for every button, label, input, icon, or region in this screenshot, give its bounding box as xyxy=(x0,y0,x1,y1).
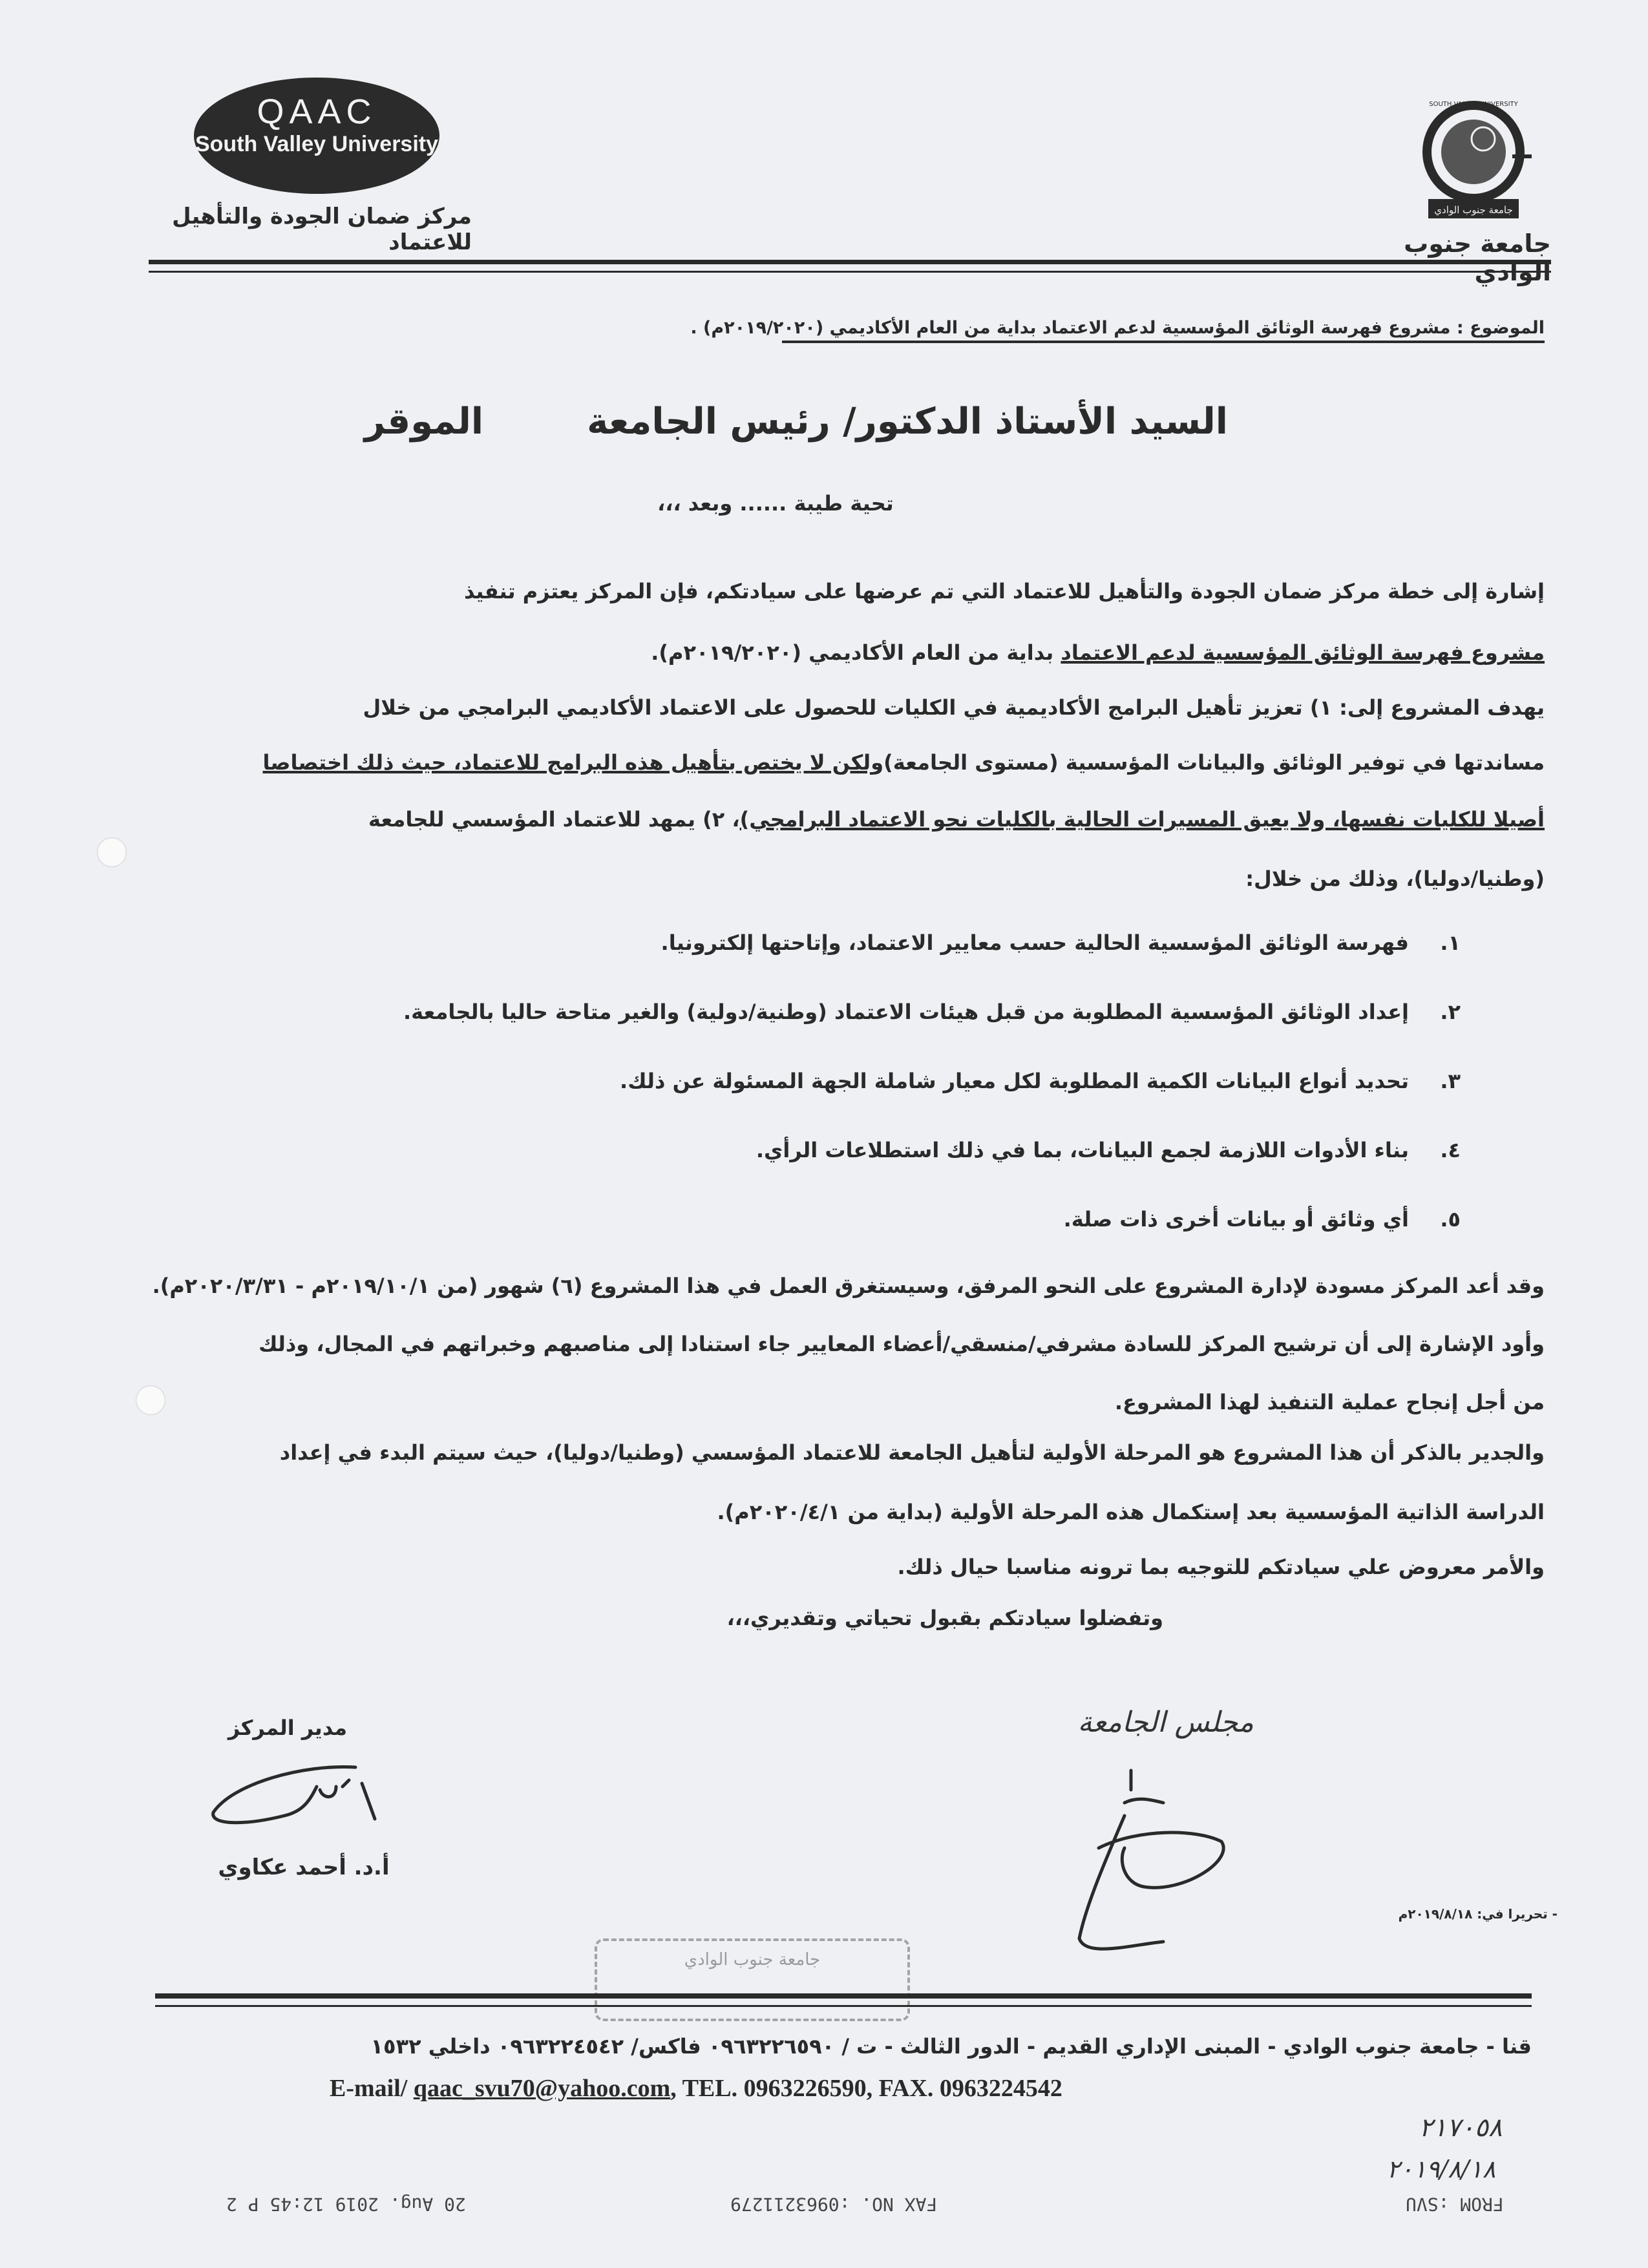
list-text: بناء الأدوات اللازمة لجمع البيانات، بما في ذلك استطلاعات الرأي. xyxy=(755,1138,1409,1162)
list-item xyxy=(323,930,1461,1000)
email-link[interactable]: qaac_svu70@yahoo.com xyxy=(413,2075,671,2102)
list-num: ٣. xyxy=(1440,1069,1461,1093)
greeting: تحية طيبة ...... وبعد ،،، xyxy=(657,491,894,516)
stamp-text: جامعة جنوب الوادي xyxy=(684,1950,821,1969)
footer-divider xyxy=(155,1993,1532,2007)
subject-line: الموضوع : مشروع فهرسة الوثائق المؤسسية لدعم الاعتماد بداية من العام الأكاديمي (٢٠١٩/٢٠٢٠م) . xyxy=(782,318,1545,343)
project-name: مشروع فهرسة الوثائق المؤسسية لدعم الاعتماد xyxy=(1061,640,1545,665)
handwritten-note: مجلس الجامعة xyxy=(1077,1706,1254,1739)
list-item xyxy=(323,1069,1461,1138)
paragraph-6: والأمر معروض علي سيادتكم للتوجيه بما ترونه مناسبا حيال ذلك. xyxy=(897,1555,1545,1579)
received-stamp xyxy=(595,1938,910,2021)
paragraph-2-emphasis-cont: أصيلا للكليات نفسها، ولا يعيق المسيرات الحالية بالكليات نحو الاعتماد البرامجي) xyxy=(739,807,1545,832)
paragraph-2-rest: ، ٢) يمهد للاعتماد المؤسسي للجامعة xyxy=(368,807,740,832)
punch-hole xyxy=(97,837,127,867)
paragraph-2-line-1: يهدف المشروع إلى: ١) تعزيز تأهيل البرامج الأكاديمية في الكليات للحصول على الاعتماد الأكاديمي البرامجي من خلال xyxy=(363,695,1545,720)
university-seal-icon xyxy=(1415,97,1532,233)
list-item xyxy=(323,1138,1461,1207)
list-num: ٥. xyxy=(1440,1207,1461,1232)
paragraph-2-line-3 xyxy=(187,806,1545,832)
paragraph-1-rest: بداية من العام الأكاديمي (٢٠١٩/٢٠٢٠م). xyxy=(651,640,1061,665)
paragraph-5-line-1: والجدير بالذكر أن هذا المشروع هو المرحلة الأولية لتأهيل الجامعة للاعتماد المؤسسي (وطنيا/دوليا)، حيث سيتم البدء في إعداد xyxy=(279,1440,1545,1465)
list-text: تحديد أنواع البيانات الكمية المطلوبة لكل معيار شاملة الجهة المسئولة عن ذلك. xyxy=(620,1069,1409,1093)
paragraph-2-line-2 xyxy=(187,750,1545,775)
list-num: ٢. xyxy=(1440,1000,1461,1024)
email-label: E-mail/ xyxy=(330,2075,414,2102)
qaac-logo xyxy=(194,78,439,194)
addressee xyxy=(364,401,1228,443)
list-item xyxy=(323,1000,1461,1069)
center-name: مركز ضمان الجودة والتأهيل للاعتماد xyxy=(172,204,472,255)
list-text: أي وثائق أو بيانات أخرى ذات صلة. xyxy=(1063,1207,1409,1232)
paragraph-4-line-2: من أجل إنجاح عملية التنفيذ لهذا المشروع. xyxy=(1114,1390,1545,1414)
paragraph-2-emphasis: ولكن لا يختص بتأهيل هذه البرامج للاعتماد، حيث ذلك اختصاصا xyxy=(262,750,884,775)
paragraph-5-line-2: الدراسة الذاتية المؤسسية بعد إستكمال هذه المرحلة الأولية (بداية من ٢٠٢٠/٤/١م). xyxy=(717,1500,1545,1524)
paragraph-3: وقد أعد المركز مسودة لإدارة المشروع على النحو المرفق، وسيستغرق العمل في هذا المشروع (٦) شهور (من ٢٠١٩/١٠/١م - ٢٠٢٠/٣/٣١م). xyxy=(152,1274,1545,1298)
handwritten-ref-date: ٢٠١٩/٨/١٨ xyxy=(1386,2155,1496,2183)
contact-numbers: , TEL. 0963226590, FAX. 0963224542 xyxy=(670,2075,1062,2102)
closing: وتفضلوا سيادتكم بقبول تحياتي وتقديري،،، xyxy=(726,1606,1163,1630)
paragraph-4-line-1: وأود الإشارة إلى أن ترشيح المركز للسادة مشرفي/منسقي/أعضاء المعايير جاء استنادا إلى مناصبهم وخبراتهم في المجال، وذلك xyxy=(259,1332,1545,1356)
list-num: ٤. xyxy=(1440,1138,1461,1162)
header-divider xyxy=(149,260,1551,273)
seal-text: SOUTH VALLEY UNIVERSITY xyxy=(1429,101,1518,108)
handwritten-ref-number: ٢١٧٠٥٨ xyxy=(1419,2113,1503,2143)
addressee-title: السيد الأستاذ الدكتور/ رئيس الجامعة xyxy=(587,401,1228,443)
list-item xyxy=(323,1207,1461,1276)
footer-address: قنا - جامعة جنوب الوادي - المبنى الإداري القديم - الدور الثالث - ت / ٠٩٦٣٢٢٦٥٩٠ فاكس/ ٠٩٦٣٢٢٤٥٤٢ داخلي ١٥٣٢ xyxy=(370,2034,1532,2059)
university-name: جامعة جنوب الوادي xyxy=(1404,229,1551,286)
list-text: فهرسة الوثائق المؤسسية الحالية حسب معايير الاعتماد، وإتاحتها إلكترونيا. xyxy=(660,930,1409,955)
objectives-list xyxy=(323,930,1461,1276)
seal-ribbon: جامعة جنوب الوادي xyxy=(1434,204,1513,216)
date-written: - تحريرا في: ٢٠١٩/٨/١٨م xyxy=(1398,1906,1558,1922)
punch-hole xyxy=(136,1385,165,1415)
addressee-honorific: الموقر xyxy=(364,401,484,443)
paragraph-1-line-1: إشارة إلى خطة مركز ضمان الجودة والتأهيل للاعتماد التي تم عرضها على سيادتكم، فإن المركز يعتزم تنفيذ xyxy=(463,579,1545,604)
signature-name: أ.د. أحمد عكاوي xyxy=(218,1854,390,1880)
director-signature xyxy=(207,1761,388,1838)
paragraph-2-text: مساندتها في توفير الوثائق والبيانات المؤسسية (مستوى الجامعة) xyxy=(883,750,1545,775)
list-text: إعداد الوثائق المؤسسية المطلوبة من قبل هيئات الاعتماد (وطنية/دولية) والغير متاحة حاليا بالجامعة. xyxy=(403,1000,1409,1024)
fax-from: FROM :SVU xyxy=(1406,2194,1504,2215)
qaac-acronym: QAAC xyxy=(257,92,377,131)
list-num: ١. xyxy=(1440,930,1461,955)
fax-timestamp: 20 Aug. 2019 12:45 P 2 xyxy=(226,2194,466,2215)
paragraph-1-line-2 xyxy=(187,640,1545,666)
paragraph-2-line-4: (وطنيا/دوليا)، وذلك من خلال: xyxy=(1245,866,1545,891)
signature-title: مدير المركز xyxy=(227,1716,348,1740)
qaac-university: South Valley University xyxy=(195,132,439,156)
footer-contact xyxy=(330,2074,1234,2103)
fax-number: FAX NO. :0963211279 xyxy=(730,2194,938,2215)
president-signature xyxy=(1028,1764,1260,1958)
